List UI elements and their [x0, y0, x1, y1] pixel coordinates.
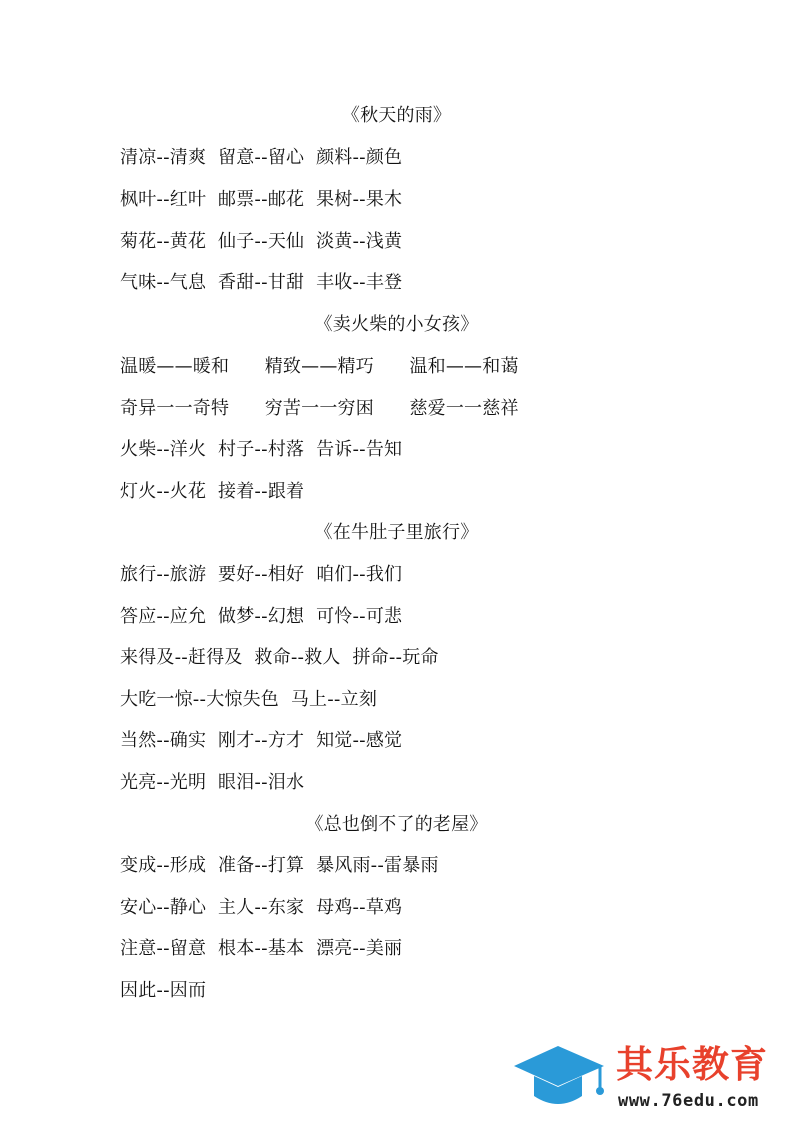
graduation-cap-icon	[512, 1040, 612, 1115]
word-line: 火柴--洋火 村子--村落 告诉--告知	[120, 439, 403, 460]
section-title: 《卖火柴的小女孩》	[314, 314, 479, 335]
word-line: 旅行--旅游 要好--相好 咱们--我们	[120, 564, 403, 585]
watermark-logo	[512, 1040, 787, 1115]
word-line: 因此--因而	[120, 980, 207, 1001]
word-line: 光亮--光明 眼泪--泪水	[120, 772, 305, 793]
word-line: 清凉--清爽 留意--留心 颜料--颜色	[120, 147, 403, 168]
word-line: 奇异一一奇特 穷苦一一穷困 慈爱一一慈祥	[120, 398, 519, 419]
word-line: 灯火--火花 接着--跟着	[120, 481, 305, 502]
word-line: 大吃一惊--大惊失色 马上--立刻	[120, 689, 378, 710]
watermark-url: www.76edu.com	[618, 1091, 759, 1111]
word-line: 注意--留意 根本--基本 漂亮--美丽	[120, 938, 403, 959]
word-line: 变成--形成 准备--打算 暴风雨--雷暴雨	[120, 855, 439, 876]
section-title: 《秋天的雨》	[341, 105, 452, 126]
watermark-brand: 其乐教育	[616, 1043, 768, 1086]
section-title: 《在牛肚子里旅行》	[314, 522, 479, 543]
word-line: 安心--静心 主人--东家 母鸡--草鸡	[120, 897, 403, 918]
word-line: 温暖——暖和 精致——精巧 温和——和蔼	[120, 356, 519, 377]
word-line: 菊花--黄花 仙子--天仙 淡黄--浅黄	[120, 231, 403, 252]
word-line: 答应--应允 做梦--幻想 可怜--可悲	[120, 606, 403, 627]
word-line: 气味--气息 香甜--甘甜 丰收--丰登	[120, 272, 403, 293]
word-line: 枫叶--红叶 邮票--邮花 果树--果木	[120, 189, 403, 210]
word-line: 来得及--赶得及 救命--救人 拼命--玩命	[120, 647, 439, 668]
word-line: 当然--确实 刚才--方才 知觉--感觉	[120, 730, 403, 751]
section-title: 《总也倒不了的老屋》	[305, 814, 488, 835]
